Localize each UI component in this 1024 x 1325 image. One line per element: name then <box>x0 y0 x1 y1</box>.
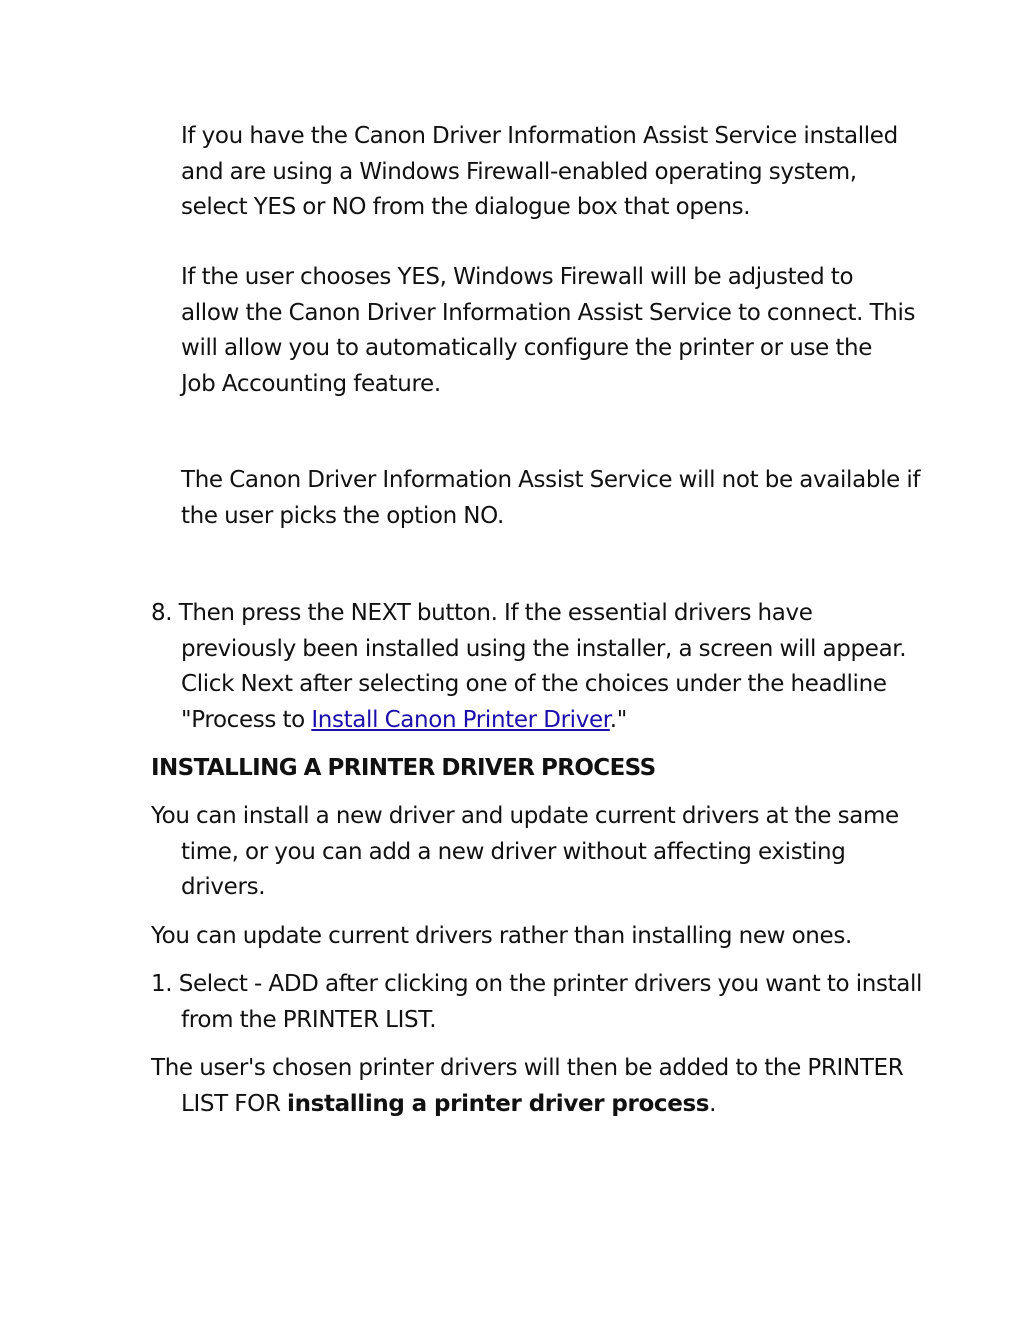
text-line: The Canon Driver Information Assist Service will not be available if <box>181 467 921 493</box>
text-line <box>151 703 906 739</box>
step-8-paragraph <box>151 596 906 738</box>
text-line: previously been installed using the installer, a screen will appear. <box>181 635 907 662</box>
firewall-paragraph <box>181 119 898 226</box>
period: . <box>709 1090 717 1117</box>
text-line: If you have the Canon Driver Information Assist Service installed <box>181 123 898 149</box>
install-canon-printer-driver-link[interactable]: Install Canon Printer Driver <box>311 706 610 733</box>
no-choice-paragraph <box>181 463 920 534</box>
text-line: and are using a Windows Firewall-enabled operating system, <box>181 158 857 185</box>
text-line: drivers. <box>181 874 266 900</box>
text-line: from the PRINTER LIST. <box>181 1006 437 1033</box>
text-line: You can install a new driver and update current drivers at the same <box>151 803 899 829</box>
update-paragraph <box>151 919 852 955</box>
text-line <box>151 1087 903 1123</box>
section-heading: INSTALLING A PRINTER DRIVER PROCESS <box>151 755 656 781</box>
process-quote-prefix: "Process to <box>181 706 312 733</box>
text-line: 8. Then press the NEXT button. If the essential drivers have <box>151 600 813 626</box>
text-line: Job Accounting feature. <box>181 370 441 397</box>
text-line: 1. Select - ADD after clicking on the printer drivers you want to install <box>151 971 923 997</box>
list-for-prefix: LIST FOR <box>181 1090 288 1117</box>
yes-choice-paragraph <box>181 260 915 402</box>
bold-phrase: installing a printer driver process <box>287 1090 710 1117</box>
text-line: allow the Canon Driver Information Assist Service to connect. This <box>181 299 916 326</box>
text-line: the user picks the option NO. <box>181 502 504 529</box>
text-line: select YES or NO from the dialogue box that opens. <box>181 194 751 220</box>
printer-list-paragraph <box>151 1051 903 1122</box>
install-update-paragraph <box>151 799 899 906</box>
text-line: The user's chosen printer drivers will then be added to the PRINTER <box>151 1055 904 1081</box>
text-line: will allow you to automatically configure the printer or use the <box>181 335 873 361</box>
text-line: Click Next after selecting one of the choices under the headline <box>181 671 887 697</box>
text-line: If the user chooses YES, Windows Firewall will be adjusted to <box>181 264 854 290</box>
text-line: time, or you can add a new driver without affecting existing <box>181 838 846 865</box>
step-1-paragraph <box>151 967 922 1038</box>
process-quote-suffix: ." <box>609 706 627 733</box>
text-line: You can update current drivers rather than installing new ones. <box>151 923 852 949</box>
